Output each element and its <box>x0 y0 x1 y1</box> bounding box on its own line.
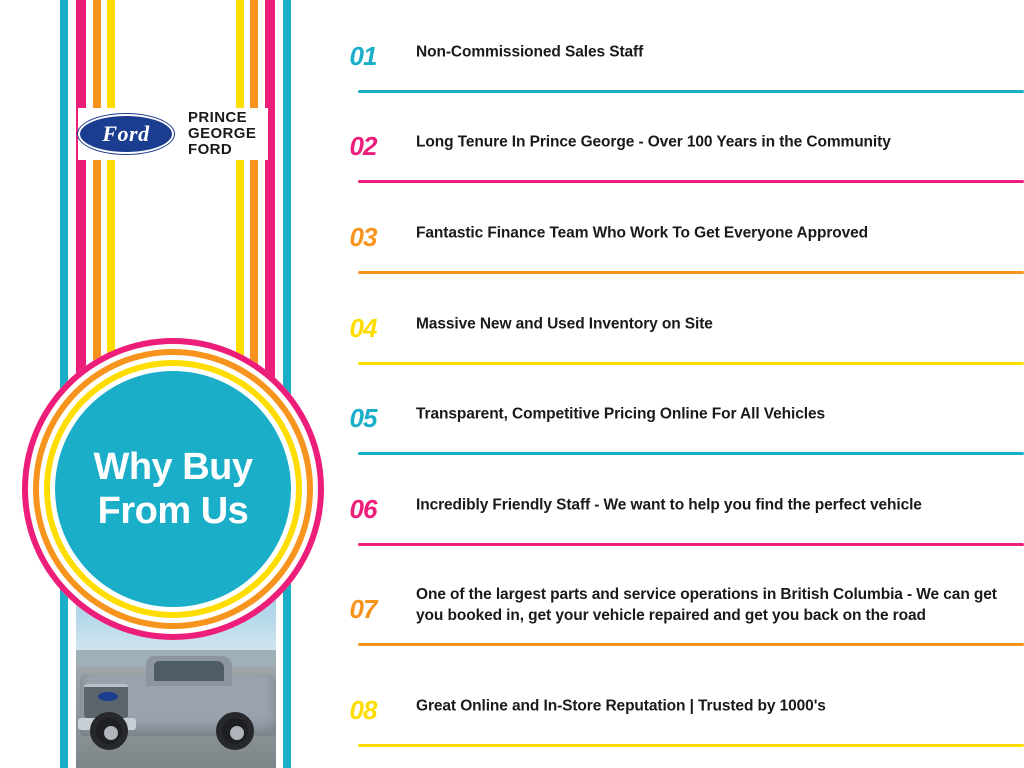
truck-front-wheel <box>90 712 128 750</box>
dealer-logo <box>78 108 268 160</box>
item-text: Non-Commissioned Sales Staff <box>416 43 644 61</box>
item-rule <box>358 452 1024 455</box>
item-rule <box>358 643 1024 646</box>
list-item <box>318 373 1024 463</box>
item-text: Transparent, Competitive Pricing Online For All Vehicles <box>416 405 825 423</box>
item-rule <box>358 180 1024 183</box>
list-item <box>318 101 1024 191</box>
dealer-name-line-3: FORD <box>188 141 233 158</box>
why-buy-line-1: Why Buy <box>93 446 253 488</box>
truck-window <box>154 661 224 681</box>
list-item <box>318 464 1024 554</box>
item-rule <box>358 543 1024 546</box>
list-item <box>318 665 1024 755</box>
truck-ford-badge-icon <box>98 692 118 701</box>
item-rule <box>358 744 1024 747</box>
dealer-name-line-1: PRINCE <box>188 109 248 126</box>
list-item <box>318 560 1024 658</box>
why-buy-line-2: From Us <box>97 490 249 532</box>
item-number-badge: 05 <box>332 387 394 449</box>
item-text: Great Online and In-Store Reputation | Trusted by 1000's <box>416 697 826 715</box>
item-rule <box>358 362 1024 365</box>
item-text: Fantastic Finance Team Who Work To Get Everyone Approved <box>416 224 869 242</box>
ford-oval-icon <box>78 114 174 154</box>
why-buy-circle <box>22 338 324 640</box>
list-item <box>318 11 1024 101</box>
item-text: One of the largest parts and service operations in British Columbia - We can get you booked in, get your vehicle repaired and get you back on the road <box>416 586 997 624</box>
list-item <box>318 192 1024 282</box>
item-number-badge: 06 <box>332 478 394 540</box>
list-item <box>318 283 1024 373</box>
why-buy-heading <box>55 371 291 607</box>
ford-wordmark: Ford <box>102 121 150 146</box>
benefits-list <box>318 0 1024 768</box>
item-number-badge: 01 <box>332 25 394 87</box>
item-number-badge: 08 <box>332 679 394 741</box>
item-number-badge: 03 <box>332 206 394 268</box>
item-text: Massive New and Used Inventory on Site <box>416 315 713 333</box>
item-rule <box>358 90 1024 93</box>
item-number-badge: 02 <box>332 115 394 177</box>
item-text: Incredibly Friendly Staff - We want to help you find the perfect vehicle <box>416 496 922 514</box>
truck-rear-wheel <box>216 712 254 750</box>
item-rule <box>358 271 1024 274</box>
item-number-badge: 04 <box>332 297 394 359</box>
dealer-name-line-2: GEORGE <box>188 125 257 142</box>
item-number-badge: 07 <box>332 578 394 640</box>
dealer-name <box>188 110 256 158</box>
item-text: Long Tenure In Prince George - Over 100 Years in the Community <box>416 133 891 151</box>
